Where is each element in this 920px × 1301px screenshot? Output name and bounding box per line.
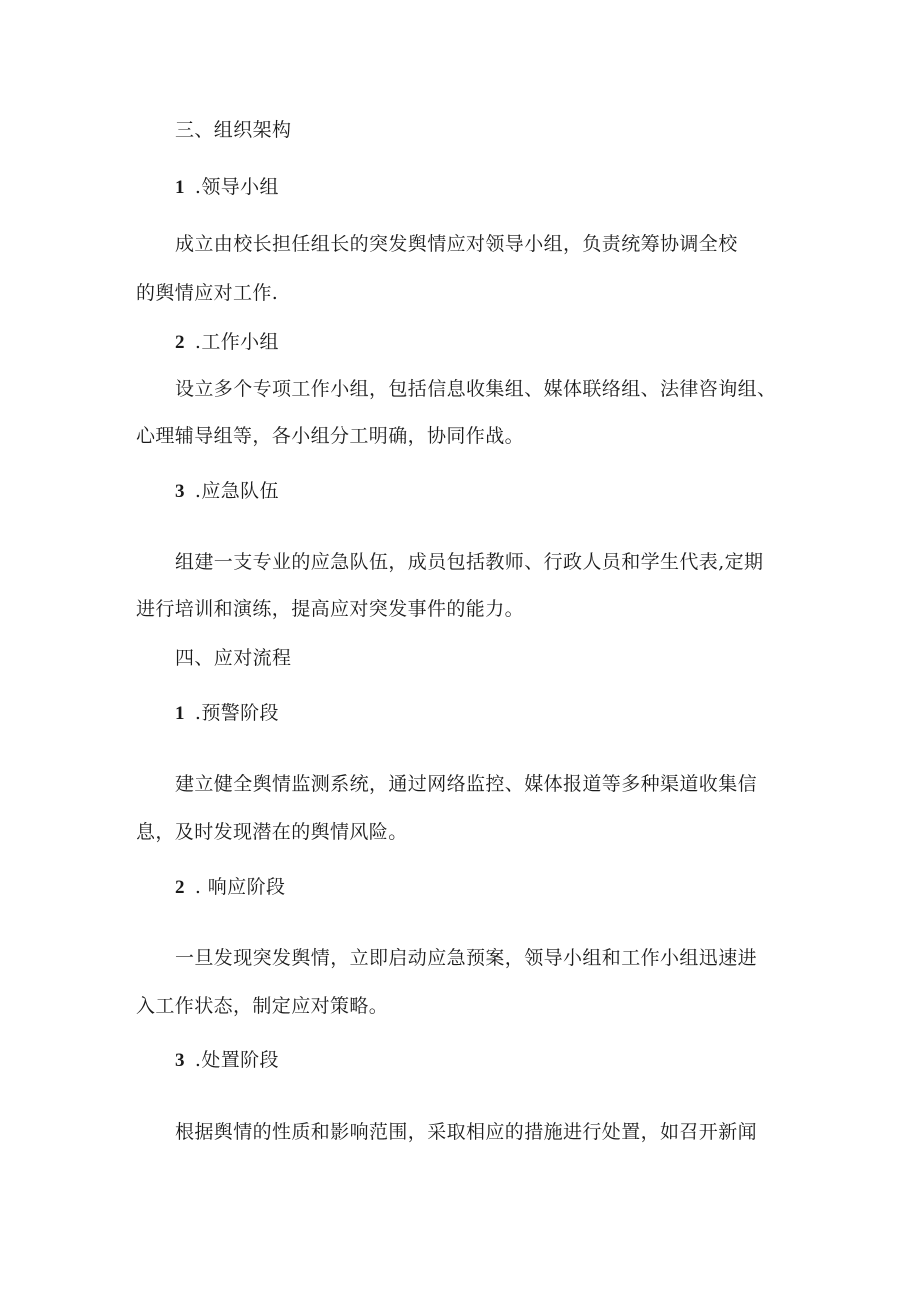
item-title: .预警阶段 [194, 702, 279, 724]
paragraph-line: 的舆情应对工作. [136, 282, 279, 304]
subheading-emergency-team [175, 479, 279, 504]
item-number: 1 [175, 177, 185, 198]
paragraph-line: 息，及时发现潜在的舆情风险。 [136, 821, 408, 843]
section-heading-response-process: 四、应对流程 [175, 647, 292, 669]
paragraph-line: 建立健全舆情监测系统，通过网络监控、媒体报道等多种渠道收集信 [175, 773, 758, 795]
item-title: .领导小组 [194, 176, 279, 198]
item-title: .工作小组 [194, 331, 279, 353]
paragraph-line: 心理辅导组等，各小组分工明确，协同作战。 [136, 425, 525, 447]
item-title: .处置阶段 [194, 1049, 279, 1071]
subheading-warning-stage [175, 701, 279, 726]
subheading-leadership-group [175, 175, 279, 200]
paragraph-line: 成立由校长担任组长的突发舆情应对领导小组，负责统筹协调全校 [175, 233, 738, 255]
item-title: .应急队伍 [194, 480, 279, 502]
item-number: 1 [175, 703, 185, 724]
paragraph-line: 根据舆情的性质和影响范围，采取相应的措施进行处置，如召开新闻 [175, 1121, 758, 1143]
item-number: 3 [175, 1050, 185, 1071]
paragraph-line: 进行培训和演练，提高应对突发事件的能力。 [136, 598, 525, 620]
item-number: 2 [175, 332, 185, 353]
item-number: 2 [175, 877, 185, 898]
paragraph-line: 组建一支专业的应急队伍，成员包括教师、行政人员和学生代表,定期 [175, 551, 764, 573]
subheading-response-stage [175, 875, 285, 900]
paragraph-line: 设立多个专项工作小组，包括信息收集组、媒体联络组、法律咨询组、 [175, 378, 777, 400]
subheading-handling-stage [175, 1048, 279, 1073]
item-title: . 响应阶段 [194, 876, 286, 898]
item-number: 3 [175, 481, 185, 502]
subheading-working-group [175, 330, 279, 355]
section-heading-organization: 三、组织架构 [175, 119, 292, 141]
paragraph-line: 一旦发现突发舆情，立即启动应急预案，领导小组和工作小组迅速进 [175, 947, 758, 969]
paragraph-line: 入工作状态，制定应对策略。 [136, 995, 389, 1017]
